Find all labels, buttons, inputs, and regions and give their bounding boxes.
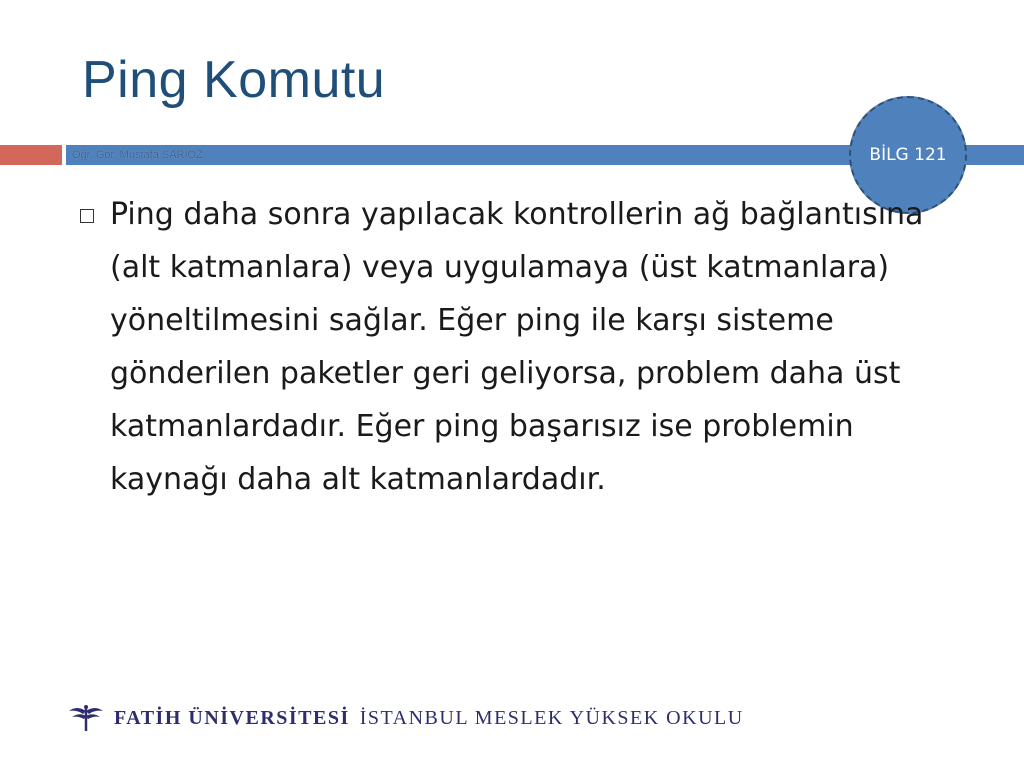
square-bullet-icon (80, 209, 94, 223)
accent-bar (0, 145, 62, 165)
slide-title: Ping Komutu (82, 51, 386, 109)
bullet-item (80, 188, 980, 506)
university-emblem-icon (66, 703, 106, 733)
footer-logo (66, 700, 866, 736)
course-code: BİLG 121 (869, 145, 947, 165)
footer-school: İSTANBUL MESLEK YÜKSEK OKULU (359, 706, 744, 729)
slide-content (80, 188, 980, 506)
footer-university: FATİH ÜNİVERSİTESİ (114, 706, 350, 729)
author-label: Öğr. Gör. Mustafa SARIÖZ (72, 149, 203, 161)
bullet-text: Ping daha sonra yapılacak kontrollerin ağ bağlantısına (alt katmanlara) veya uygulamaya (üst katmanlara) yöneltilmesini sağlar. Eğer ping ile karşı sisteme gönderilen paketler geri geliyorsa, problem daha üst katmanlardadır. Eğer ping başarısız ise problemin kaynağı daha alt katmanlardadır. (110, 197, 924, 497)
